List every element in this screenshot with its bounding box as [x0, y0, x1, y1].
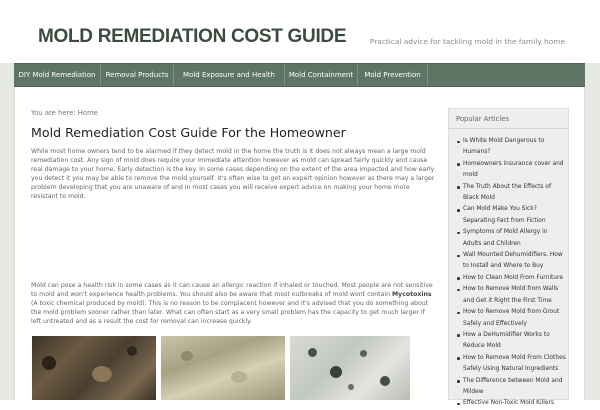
- nav-item-diy-mold-remediation[interactable]: DIY Mold Remediation: [14, 64, 101, 86]
- sidebar-link[interactable]: How to Remove Mold from Grout Safely and Effectively: [457, 307, 567, 330]
- sidebar-link[interactable]: Wall Mounted Dehumidifiers, How to Install and Where to Buy: [457, 250, 567, 273]
- site-header: [0, 0, 600, 63]
- health-paragraph-text-a: Mold can pose a health risk in some cases as it can cause an allergic reaction if inhaled or touched. Most people are not sensitive to mold and won't experience health problems. You should also be aware that most outbreaks of mold wont contain: [31, 282, 433, 299]
- sidebar-link[interactable]: Effective Non-Toxic Mold Killers: [457, 398, 567, 409]
- site-title[interactable]: MOLD REMEDIATION COST GUIDE: [38, 26, 347, 47]
- sidebar-link[interactable]: Symptoms of Mold Allergy in Adults and Children: [457, 227, 567, 250]
- sidebar-link[interactable]: The Difference between Mold and Mildew: [457, 376, 567, 399]
- nav-item-mold-containment[interactable]: Mold Containment: [285, 64, 358, 86]
- sidebar-link[interactable]: The Truth About the Effects of Black Mold: [457, 182, 567, 205]
- page-title: Mold Remediation Cost Guide For the Homeowner: [31, 125, 346, 140]
- main-nav: [14, 63, 585, 87]
- health-paragraph: [31, 281, 436, 326]
- mold-photo-beige: [161, 336, 285, 400]
- sidebar-divider: [449, 128, 568, 129]
- sidebar-link[interactable]: How to Clean Mold From Furniture: [457, 273, 567, 284]
- health-paragraph-text-b: (A toxic chemical produced by mold). This is no reason to be complacent however and it's advised that you do something about the mold problem sooner rather than later. What can often start as a very small problem has the capacity to get much larger if left untreated and as a result the cost for removal can increase quickly.: [31, 300, 429, 326]
- mold-photo-dark: [32, 336, 156, 400]
- nav-item-mold-exposure-health[interactable]: Mold Exposure and Health: [174, 64, 285, 86]
- site-tagline: Practical advice for tackling mold in the family home: [369, 37, 565, 46]
- sidebar-link[interactable]: How to Remove Mold From Clothes Safely Using Natural Ingredients: [457, 353, 567, 376]
- mycotoxins-term: Mycotoxins: [392, 291, 432, 299]
- popular-articles-list: [457, 136, 567, 410]
- sidebar-link[interactable]: Homeowners insurance cover and mold: [457, 159, 567, 182]
- sidebar-title: Popular Articles: [456, 115, 509, 123]
- nav-item-removal-products[interactable]: Removal Products: [101, 64, 174, 86]
- nav-item-mold-prevention[interactable]: Mold Prevention: [358, 64, 428, 86]
- breadcrumb: You are here: Home: [31, 109, 98, 117]
- intro-paragraph: While most home owners tend to be alarmed if they detect mold in the home the truth is it does not always mean a large mold remediation cost. Any sign of mold does require your immediate attention however as mold can spread fairly quickly and cause real damage to your home. Early detection is the key. In some cases depending on the extent of the area impacted and how early you detect it you may be able to remove the mold yourself. It's often wise to get an expert opinion however as there may a larger problem developing that you are unaware of and in most cases you will receive expert advice on making your home more resistant to mold.: [31, 148, 435, 201]
- mold-photo-spots: [290, 336, 410, 400]
- left-gutter: [0, 87, 14, 400]
- sidebar-link[interactable]: How a DeHumidifier Works to Reduce Mold: [457, 330, 567, 353]
- sidebar-link[interactable]: Is White Mold Dangerous to Humans?: [457, 136, 567, 159]
- sidebar-link[interactable]: Can Mold Make You Sick? Separating Fact from Fiction: [457, 204, 567, 227]
- sidebar-popular-articles: [448, 108, 569, 407]
- sidebar-link[interactable]: How to Remove Mold from Walls and Get it Right the First Time: [457, 284, 567, 307]
- right-gutter: [585, 87, 600, 400]
